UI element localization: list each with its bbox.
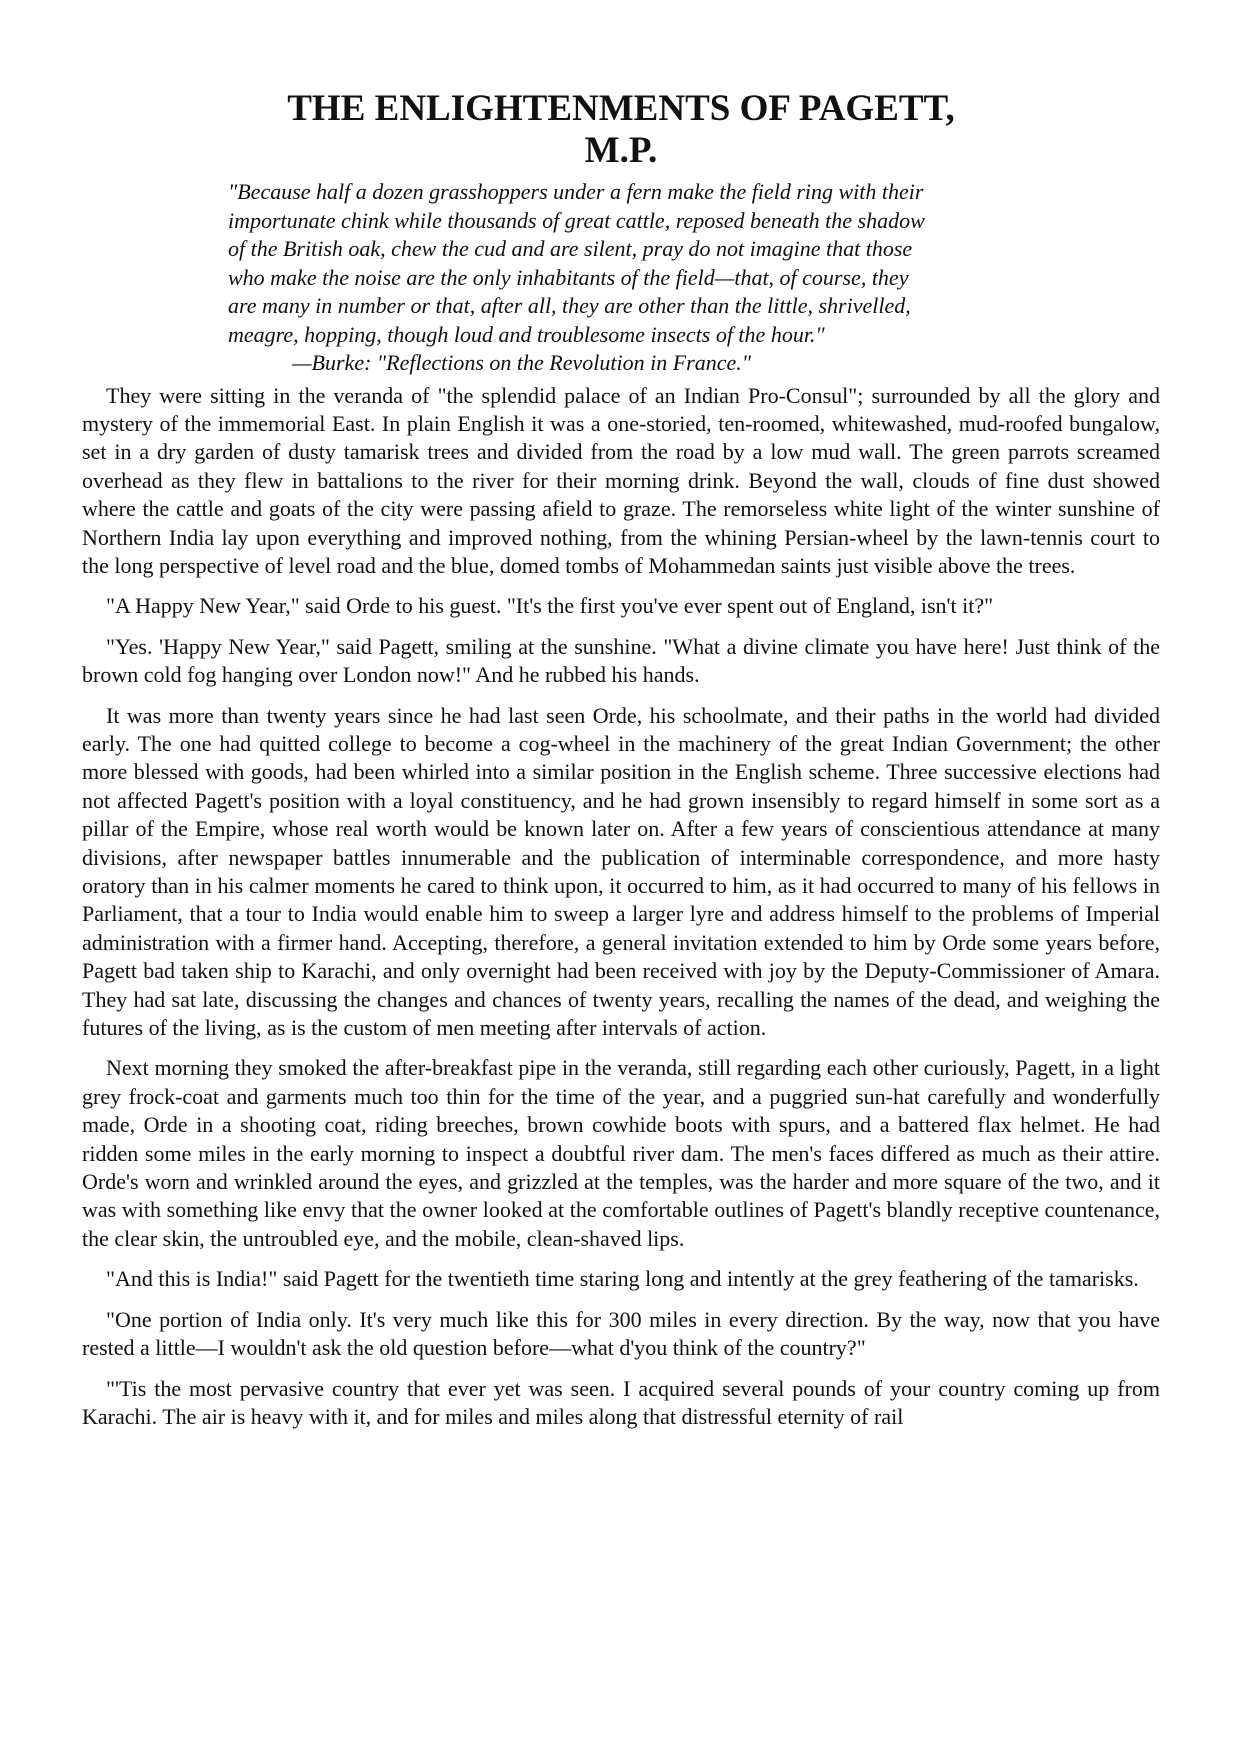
paragraph: "Yes. 'Happy New Year," said Pagett, smiling at the sunshine. "What a divine climate you have here! Just think of the brown cold fog hanging over London now!" And he rubbed his hands. [82,633,1160,688]
epigraph [228,178,928,378]
paragraph: They were sitting in the veranda of "the splendid palace of an Indian Pro-Consul"; surrounded by all the glory and mystery of the immemorial East. In plain English it was a one-storied, ten-roomed, whitewashed, mud-roofed bungalow, set in a dry garden of dusty tamarisk trees and divided from the road by a low mud wall. The green parrots screamed overhead as they flew in battalions to the river for their morning drink. Beyond the wall, clouds of fine dust showed where the cattle and goats of the city were passing afield to graze. The remorseless white light of the winter sunshine of Northern India lay upon everything and improved nothing, from the whining Persian-wheel by the lawn-tennis court to the long perspective of level road and the blue, domed tombs of Mohammedan saints just visible above the trees. [82,382,1160,578]
chapter-title [82,88,1160,172]
paragraph: Next morning they smoked the after-breakfast pipe in the veranda, still regarding each other curiously, Pagett, in a light grey frock-coat and garments much too thin for the time of the year, and a puggried sun-hat carefully and wonderfully made, Orde in a shooting coat, riding breeches, brown cowhide boots with spurs, and a battered flax helmet. He had ridden some miles in the early morning to inspect a doubtful river dam. The men's faces differed as much as their attire. Orde's worn and wrinkled around the eyes, and grizzled at the temples, was the harder and more square of the two, and it was with something like envy that the owner looked at the comfortable outlines of Pagett's blandly receptive countenance, the clear skin, the untroubled eye, and the mobile, clean-shaved lips. [82,1055,1160,1251]
paragraph: "A Happy New Year," said Orde to his guest. "It's the first you've ever spent out of England, isn't it?" [106,593,994,619]
body-text [82,382,1160,1432]
epigraph-quote: "Because half a dozen grasshoppers under a fern make the field ring with their importunate chink while thousands of great cattle, reposed beneath the shadow of the British oak, chew the cud and are silent, pray do not imagine that those who make the noise are the only inhabitants of the field—that, of course, they are many in number or that, after all, they are other than the little, shrivelled, meagre, hopping, though loud and troublesome insects of the hour." [228,179,925,347]
epigraph-attribution: —Burke: "Reflections on the Revolution in France." [292,350,751,375]
chapter-title-line-1: THE ENLIGHTENMENTS OF PAGETT, [287,88,955,129]
paragraph: "One portion of India only. It's very much like this for 300 miles in every direction. By the way, now that you have rested a little—I wouldn't ask the old question before—what d'you think of the country?" [82,1306,1160,1361]
paragraph: It was more than twenty years since he had last seen Orde, his schoolmate, and their paths in the world had divided early. The one had quitted college to become a cog-wheel in the machinery of the great Indian Government; the other more blessed with goods, had been whirled into a similar position in the English scheme. Three successive elections had not affected Pagett's position with a loyal constituency, and he had grown insensibly to regard himself in some sort as a pillar of the Empire, whose real worth would be known later on. After a few years of conscientious attendance at many divisions, after newspaper battles innumerable and the publication of interminable correspondence, and more hasty oratory than in his calmer moments he cared to think upon, it occurred to him, as it had occurred to many of his fellows in Parliament, that a tour to India would enable him to sweep a larger lyre and address himself to the problems of Imperial administration with a firmer hand. Accepting, therefore, a general invitation extended to him by Orde some years before, Pagett bad taken ship to Karachi, and only overnight had been received with joy by the Deputy-Commissioner of Amara. They had sat late, discussing the changes and chances of twenty years, recalling the names of the dead, and weighing the futures of the living, as is the custom of men meeting after intervals of action. [82,702,1160,1041]
document-page [82,88,1160,1431]
paragraph: "'Tis the most pervasive country that ever yet was seen. I acquired several pounds of your country coming up from Karachi. The air is heavy with it, and for miles and miles along that distressful eternity of rail [82,1375,1160,1429]
chapter-title-line-2: M.P. [584,130,658,171]
paragraph: "And this is India!" said Pagett for the twentieth time staring long and intently at the grey feathering of the tamarisks. [106,1266,1139,1292]
